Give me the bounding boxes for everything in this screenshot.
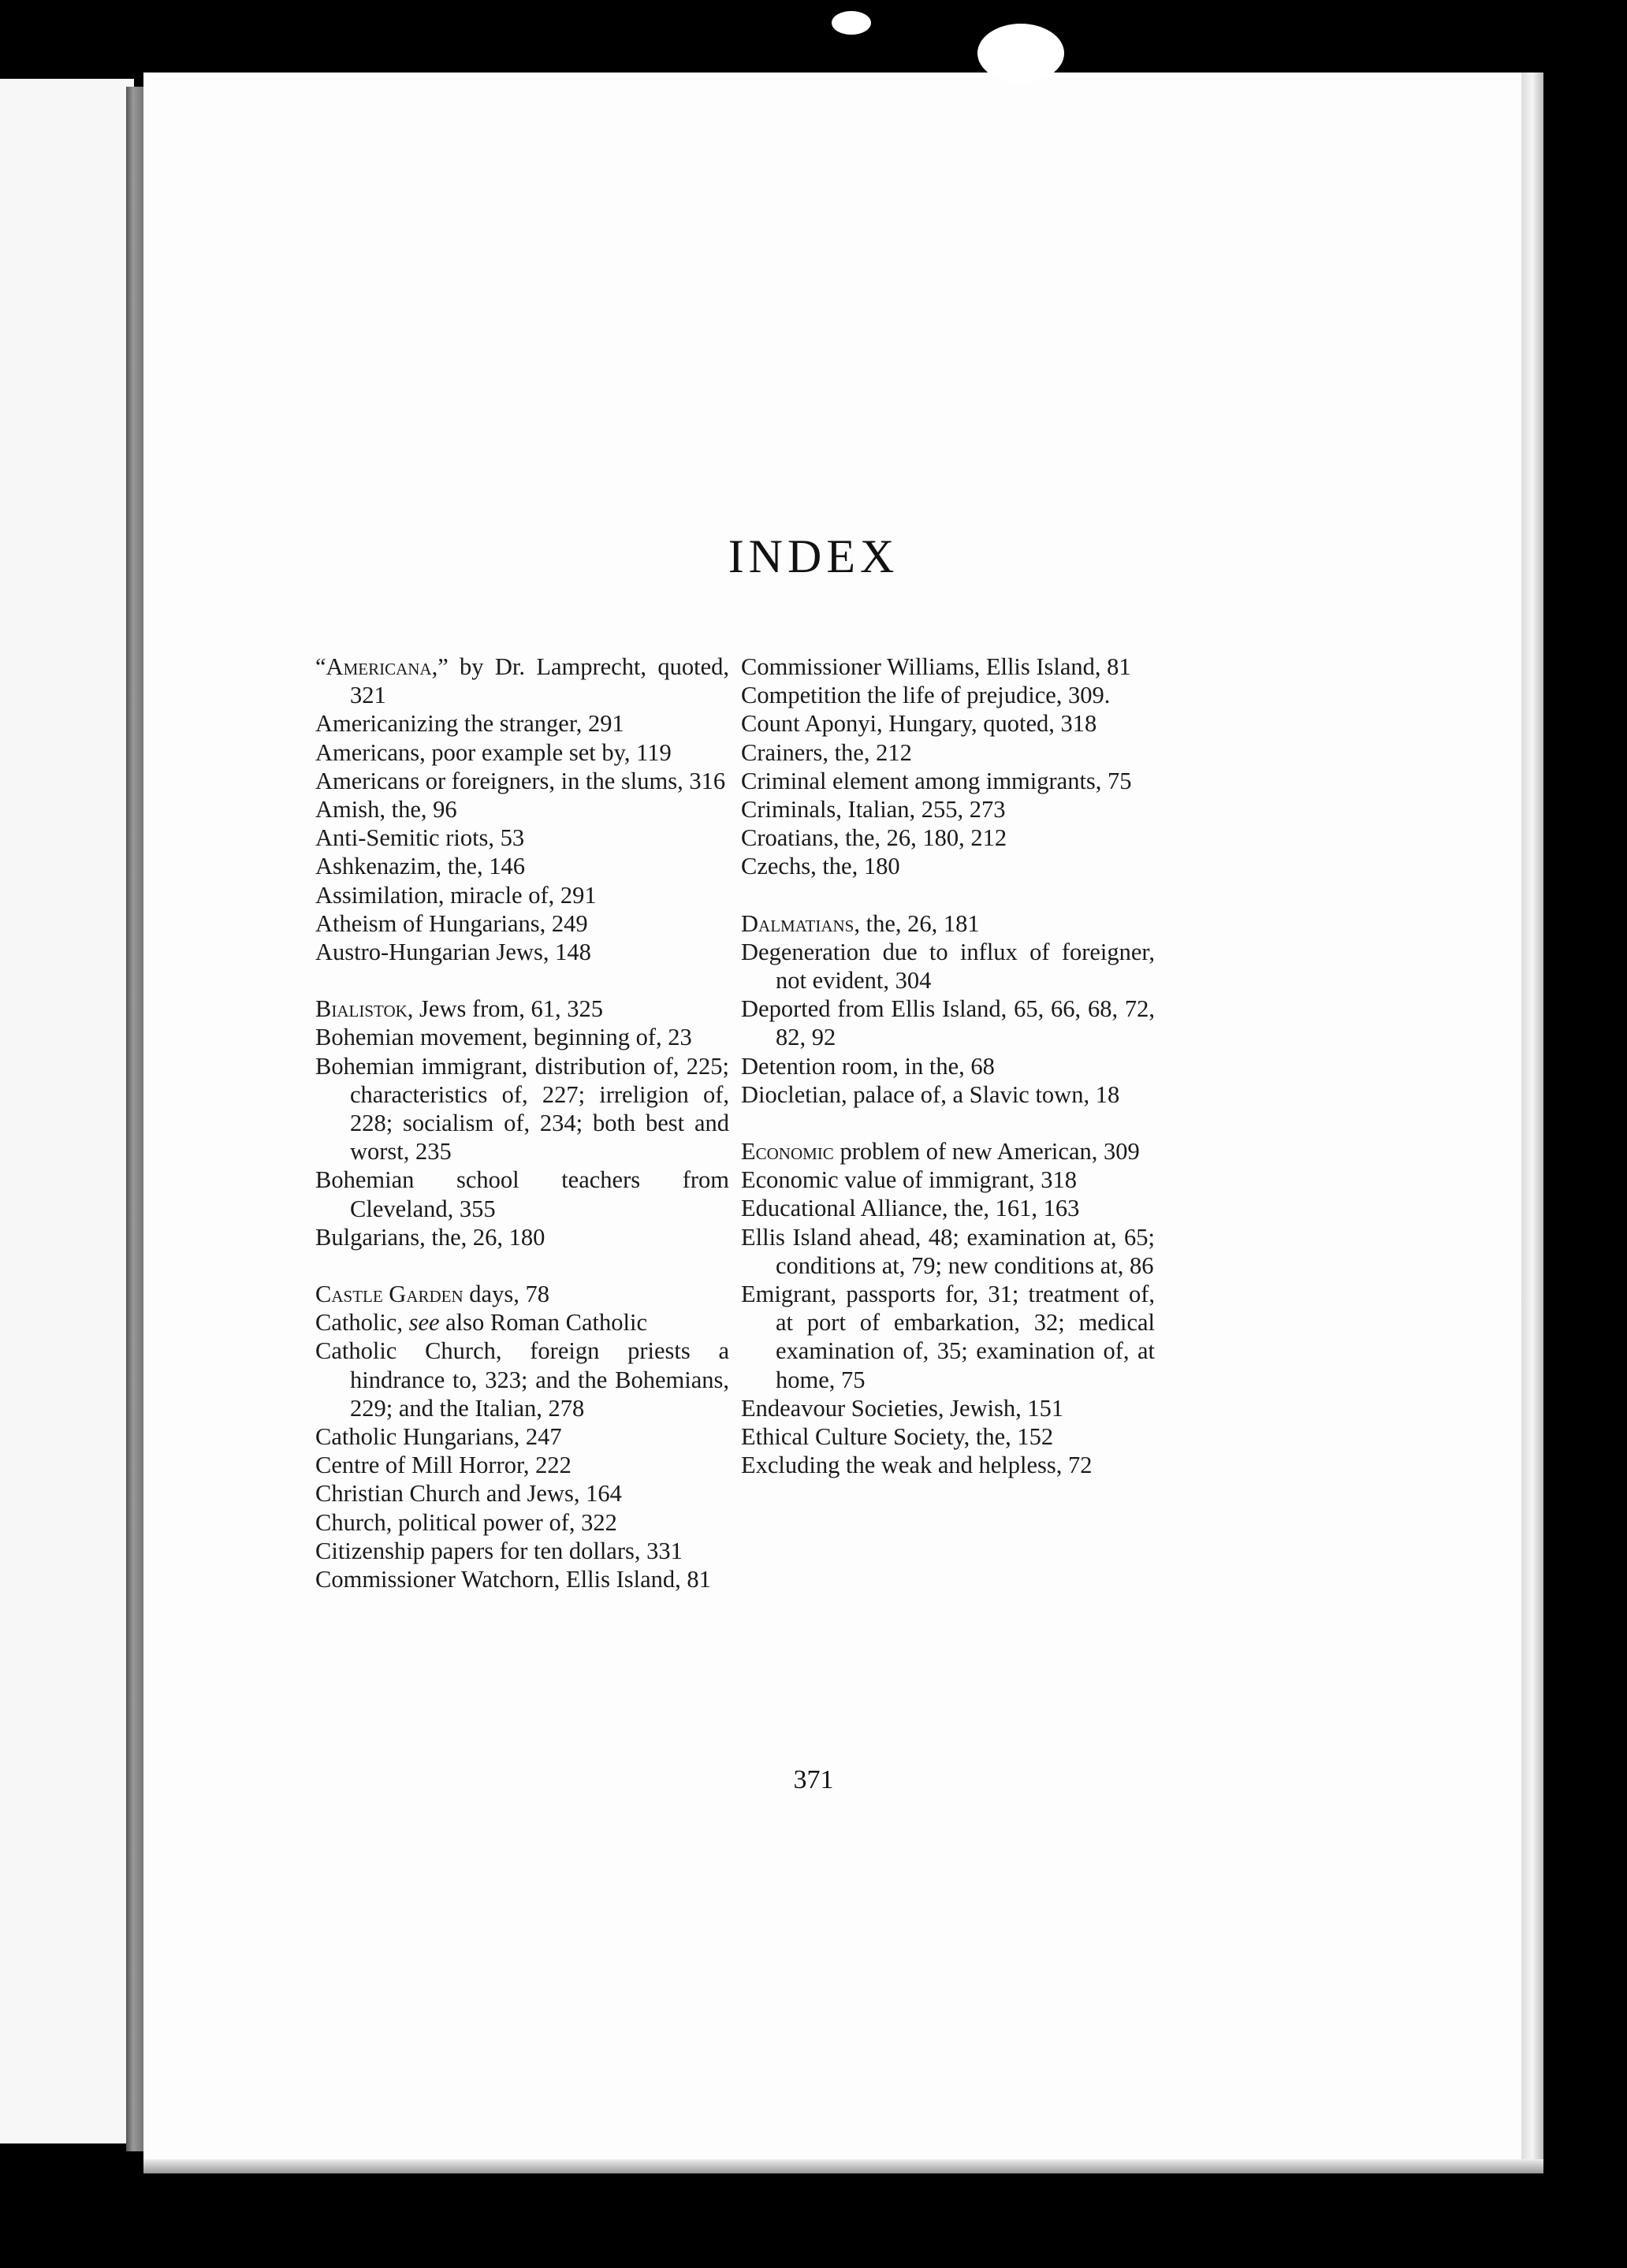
index-entry: Educational Alliance, the, 161, 163 [741, 1195, 1080, 1222]
index-entry: Bulgarians, the, 26, 180 [315, 1223, 545, 1251]
page-number: 371 [793, 1765, 834, 1794]
index-entry: Excluding the weak and helpless, 72 [741, 1452, 1093, 1479]
page-title: INDEX [728, 530, 899, 582]
index-entry: Diocletian, palace of, a Slavic town, 18 [741, 1080, 1120, 1108]
letter-section-break [315, 966, 729, 995]
index-entry [741, 1137, 1155, 1166]
index-entry-text: the, 26, 181 [860, 909, 980, 937]
index-entry: Atheism of Hungarians, 249 [315, 909, 588, 937]
index-entry: Ellis Island ahead, 48; examination at, 65; conditions at, 79; new conditions at, 86 [741, 1223, 1155, 1279]
index-entry [741, 909, 1155, 938]
index-entry: Citizenship papers for ten dollars, 331 [315, 1537, 683, 1564]
index-entry [315, 653, 729, 709]
index-entry [315, 1308, 729, 1337]
index-entry: Bohemian school teachers from Cleveland, 355 [315, 1166, 729, 1222]
index-entry [315, 1280, 729, 1308]
index-entry: Competition the life of prejudice, 309. [741, 682, 1111, 709]
index-entry-lead: Economic [741, 1138, 834, 1166]
index-entry: Deported from Ellis Island, 65, 66, 68, 72, 82, 92 [741, 995, 1155, 1051]
index-entry: Commissioner Watchorn, Ellis Island, 81 [315, 1566, 711, 1593]
page-fore-edge [1521, 73, 1543, 2166]
index-entry: Americans, poor example set by, 119 [315, 738, 672, 766]
index-entry: Count Aponyi, Hungary, quoted, 318 [741, 710, 1097, 738]
index-entry: Criminal element among immigrants, 75 [741, 767, 1132, 794]
letter-section-break [741, 881, 1155, 909]
index-entry-text: problem of new American, 309 [833, 1138, 1140, 1166]
index-entry-text: days, 78 [463, 1281, 549, 1308]
index-entry-lead: Castle Garden [315, 1281, 464, 1308]
index-entry: Ashkenazim, the, 146 [315, 853, 525, 880]
index-column-left [315, 653, 729, 1593]
index-entry: Bohemian movement, beginning of, 23 [315, 1024, 692, 1051]
letter-section-break [315, 1251, 729, 1280]
index-entry: Czechs, the, 180 [741, 853, 900, 880]
index-entry-see: see [408, 1309, 440, 1337]
index-entry-text: Catholic, [315, 1309, 409, 1337]
index-entry [315, 995, 729, 1023]
index-entry-text: by Dr. Lamprecht, quoted, 321 [350, 653, 729, 709]
scan-artifact [977, 24, 1064, 83]
index-entry: Americans or foreigners, in the slums, 316 [315, 767, 726, 794]
index-entry: Americanizing the stranger, 291 [315, 710, 624, 738]
index-entry: Centre of Mill Horror, 222 [315, 1452, 571, 1479]
index-entry: Crainers, the, 212 [741, 738, 912, 766]
index-entry: Croatians, the, 26, 180, 212 [741, 824, 1007, 852]
index-entry: Degeneration due to influx of foreigner, not evident, 304 [741, 938, 1155, 995]
index-entry: Endeavour Societies, Jewish, 151 [741, 1394, 1064, 1422]
index-entry-text: Jews from, 61, 325 [413, 995, 603, 1023]
letter-section-break [741, 1109, 1155, 1137]
index-entry: Catholic Hungarians, 247 [315, 1423, 562, 1451]
index-entry: Commissioner Williams, Ellis Island, 81 [741, 653, 1131, 680]
index-entry: Anti-Semitic riots, 53 [315, 824, 525, 852]
index-entry-lead: “Americana,” [315, 653, 449, 680]
index-entry: Emigrant, passports for, 31; treatment of, at port of embarkation, 32; medical examination of, 35; examination of, at home, 75 [741, 1281, 1155, 1393]
index-entry: Ethical Culture Society, the, 152 [741, 1423, 1054, 1451]
index-column-right [741, 653, 1155, 1479]
index-entry: Bohemian immigrant, distribution of, 225; characteristics of, 227; irreligion of, 228; socialism of, 234; both best and worst, 235 [315, 1052, 729, 1166]
index-entry: Church, political power of, 322 [315, 1508, 617, 1536]
index-entry-lead: Bialistok, [315, 995, 414, 1023]
index-entry: Catholic Church, foreign priests a hindrance to, 323; and the Bohemians, 229; and the Italian, 278 [315, 1337, 729, 1422]
index-entry: Austro-Hungarian Jews, 148 [315, 939, 591, 966]
page-bottom-edge [143, 2159, 1543, 2173]
index-entry: Amish, the, 96 [315, 796, 457, 824]
scan-artifact [832, 11, 871, 35]
index-entry: Criminals, Italian, 255, 273 [741, 796, 1006, 824]
index-entry-lead: Dalmatians, [741, 909, 860, 937]
index-entry-text: also Roman Catholic [439, 1309, 647, 1337]
book-gutter [126, 87, 143, 2151]
index-entry: Economic value of immigrant, 318 [741, 1166, 1078, 1194]
index-entry: Detention room, in the, 68 [741, 1052, 995, 1080]
index-entry: Christian Church and Jews, 164 [315, 1480, 622, 1508]
index-entry: Assimilation, miracle of, 291 [315, 881, 597, 909]
facing-page-edge [0, 79, 134, 2143]
